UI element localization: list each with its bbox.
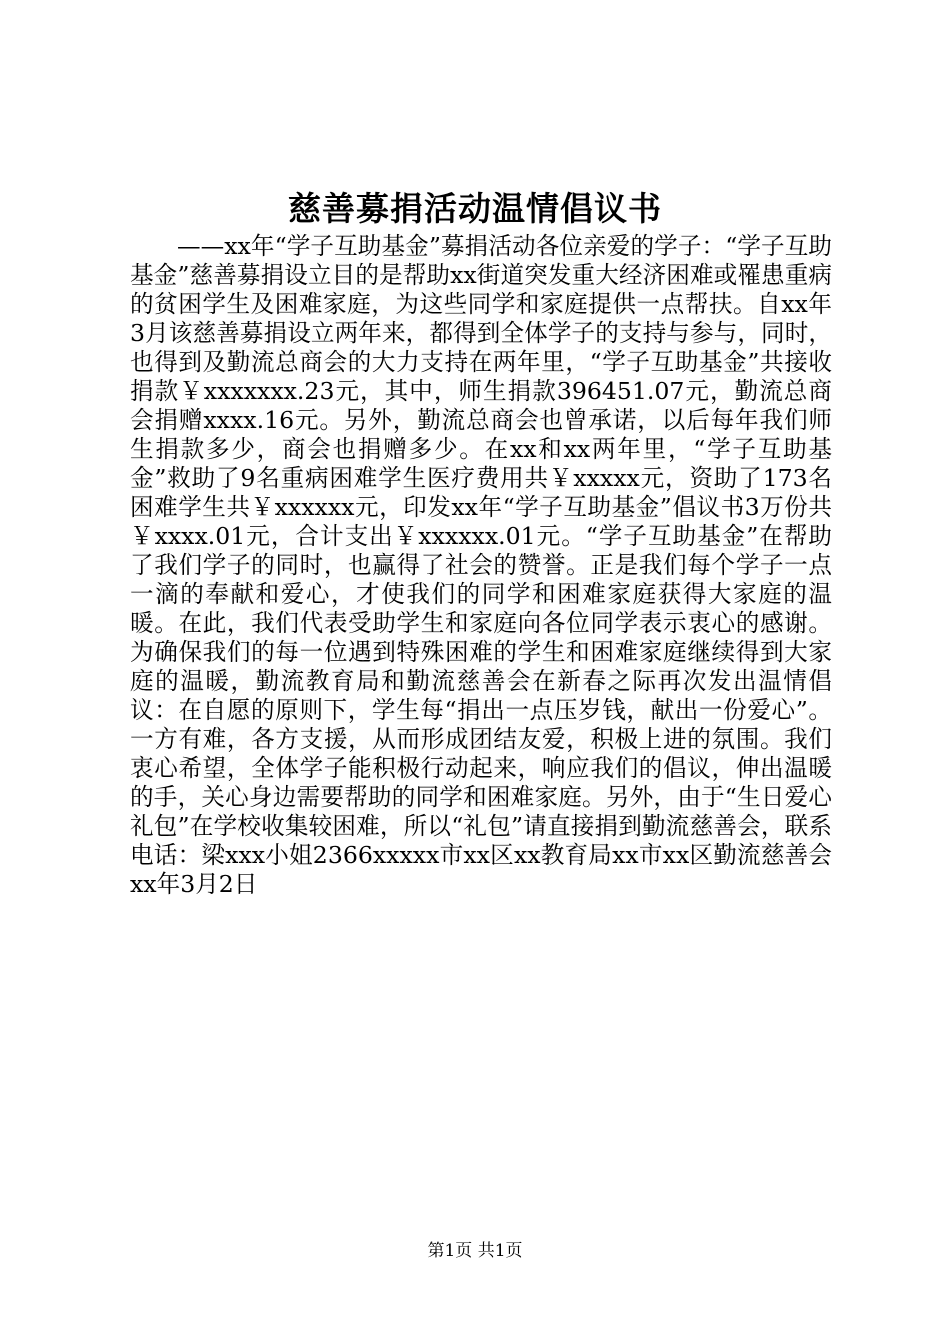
body-paragraph: ——xx年“学子互助基金”募捐活动各位亲爱的学子：“学子互助基金”慈善募捐设立目的是帮助xx街道突发重大经济困难或罹患重病的贫困学生及困难家庭，为这些同学和家庭提供一点帮扶。自xx年3月该慈善募捐设立两年来，都得到全体学子的支持与参与，同时，也得到及勤流总商会的大力支持在两年里，“学子互助基金”共接收捐款￥xxxxxxx.23元，其中，师生捐款396451.07元，勤流总商会捐赠xxxx.16元。另外，勤流总商会也曾承诺，以后每年我们师生捐款多少，商会也捐赠多少。在xx和xx两年里，“学子互助基金”救助了9名重病困难学生医疗费用共￥xxxxx元，资助了173名困难学生共￥xxxxxx元，印发xx年“学子互助基金”倡议书3万份共￥xxxx.01元，合计支出￥xxxxxx.01元。“学子互助基金”在帮助了我们学子的同时，也赢得了社会的赞誉。正是我们每个学子一点一滴的奉献和爱心，才使我们的同学和困难家庭获得大家庭的温暖。在此，我们代表受助学生和家庭向各位同学表示衷心的感谢。为确保我们的每一位遇到特殊困难的学生和困难家庭继续得到大家庭的温暖，勤流教育局和勤流慈善会在新春之际再次发出温情倡议：在自愿的原则下，学生每“捐出一点压岁钱，献出一份爱心”。一方有难，各方支援，从而形成团结友爱，积极上进的氛围。我们衷心希望，全体学子能积极行动起来，响应我们的倡议，伸出温暖的手，关心身边需要帮助的同学和困难家庭。另外，由于“生日爱心礼包”在学校收集较困难，所以“礼包”请直接捐到勤流慈善会，联系电话：梁xxx小姐2366xxxxx市xx区xx教育局xx市xx区勤流慈善会xx年3月2日 [130,232,832,898]
page-footer: 第1页 共1页 [427,1241,523,1261]
page-title: 慈善募捐活动温情倡议书 [288,189,662,228]
